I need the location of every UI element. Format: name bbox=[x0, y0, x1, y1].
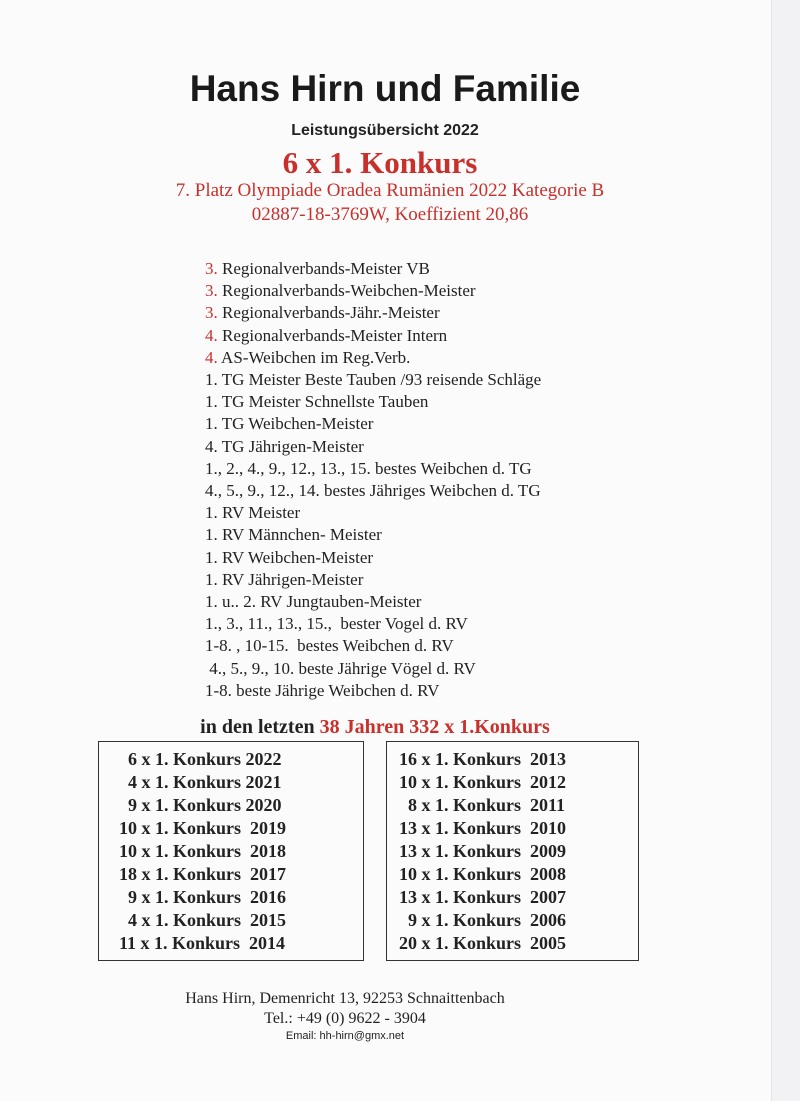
achievement-text: 1. u.. 2. RV Jungtauben-Meister bbox=[205, 592, 422, 612]
year-konkurs-entry: 10 x 1. Konkurs 2018 bbox=[119, 841, 287, 861]
achievement-text: 4., 5., 9., 12., 14. bestes Jähriges Weibchen d. TG bbox=[205, 481, 541, 501]
olympiade-line: 7. Platz Olympiade Oradea Rumänien 2022 Kategorie B bbox=[175, 180, 605, 201]
achievement-item bbox=[205, 524, 541, 546]
achievement-text: Regionalverbands-Jähr.-Meister bbox=[217, 303, 440, 323]
achievement-item bbox=[205, 480, 541, 502]
year-konkurs-entry: 6 x 1. Konkurs 2022 bbox=[119, 749, 282, 769]
footer-tel: Tel.: +49 (0) 9622 - 3904 bbox=[264, 1010, 426, 1027]
year-konkurs-entry: 18 x 1. Konkurs 2017 bbox=[119, 864, 287, 884]
year-konkurs-entry: 10 x 1. Konkurs 2019 bbox=[119, 818, 287, 838]
achievement-item bbox=[205, 436, 541, 458]
ring-line: 02887-18-3769W, Koeffizient 20,86 bbox=[251, 204, 529, 225]
achievement-item bbox=[205, 635, 541, 657]
achievement-text: AS-Weibchen im Reg.Verb. bbox=[217, 347, 411, 367]
page-subtitle: Leistungsübersicht 2022 bbox=[291, 122, 479, 139]
achievement-item bbox=[205, 458, 541, 480]
achievement-item bbox=[205, 613, 541, 635]
year-konkurs-entry: 13 x 1. Konkurs 2009 bbox=[399, 841, 567, 861]
page-title: Hans Hirn und Familie bbox=[189, 68, 581, 109]
achievement-text: Regionalverbands-Meister Intern bbox=[217, 325, 448, 345]
achievement-rank: 4. bbox=[205, 347, 218, 367]
achievement-item bbox=[205, 413, 541, 435]
achievement-text: 4., 5., 9., 10. beste Jährige Vögel d. RV bbox=[205, 658, 476, 678]
achievement-text: 1., 3., 11., 13., 15., bester Vogel d. RV bbox=[205, 614, 468, 634]
summary-line bbox=[0, 716, 750, 739]
headline: 6 x 1. Konkurs bbox=[282, 145, 478, 180]
achievement-item bbox=[205, 591, 541, 613]
achievement-item bbox=[205, 502, 541, 524]
achievement-item bbox=[205, 347, 541, 369]
achievement-text: Regionalverbands-Weibchen-Meister bbox=[217, 281, 476, 301]
achievement-item bbox=[205, 569, 541, 591]
achievement-item bbox=[205, 547, 541, 569]
achievement-text: 1-8. beste Jährige Weibchen d. RV bbox=[205, 680, 440, 700]
year-konkurs-entry: 13 x 1. Konkurs 2010 bbox=[399, 818, 567, 838]
year-konkurs-entry: 9 x 1. Konkurs 2020 bbox=[119, 795, 282, 815]
year-konkurs-entry: 13 x 1. Konkurs 2007 bbox=[399, 887, 567, 907]
achievement-text: 1. RV Männchen- Meister bbox=[205, 525, 382, 545]
achievement-text: 1. RV Meister bbox=[205, 503, 301, 523]
year-konkurs-entry: 8 x 1. Konkurs 2011 bbox=[399, 795, 566, 815]
year-konkurs-entry: 10 x 1. Konkurs 2012 bbox=[399, 772, 567, 792]
years-box-right bbox=[386, 741, 639, 961]
page-edge bbox=[771, 0, 800, 1101]
achievement-list bbox=[205, 258, 541, 702]
achievement-item bbox=[205, 280, 541, 302]
achievement-item bbox=[205, 258, 541, 280]
achievement-text: 1. RV Weibchen-Meister bbox=[205, 547, 374, 567]
achievement-item bbox=[205, 658, 541, 680]
year-konkurs-entry: 4 x 1. Konkurs 2015 bbox=[119, 910, 287, 930]
year-konkurs-entry: 20 x 1. Konkurs 2005 bbox=[399, 933, 567, 953]
achievement-item bbox=[205, 680, 541, 702]
year-konkurs-entry: 16 x 1. Konkurs 2013 bbox=[399, 749, 567, 769]
footer-address: Hans Hirn, Demenricht 13, 92253 Schnaittenbach bbox=[185, 990, 505, 1007]
achievement-item bbox=[205, 369, 541, 391]
achievement-rank: 3. bbox=[205, 281, 218, 301]
year-konkurs-entry: 9 x 1. Konkurs 2016 bbox=[119, 887, 287, 907]
year-konkurs-entry: 10 x 1. Konkurs 2008 bbox=[399, 864, 567, 884]
achievement-text: Regionalverbands-Meister VB bbox=[217, 259, 430, 278]
achievement-rank: 3. bbox=[205, 259, 218, 278]
summary-highlight: 38 Jahren 332 x 1.Konkurs bbox=[319, 716, 550, 738]
achievement-text: 1. TG Meister Schnellste Tauben bbox=[205, 392, 429, 412]
years-box-left bbox=[98, 741, 364, 961]
achievement-text: 1-8. , 10-15. bestes Weibchen d. RV bbox=[205, 636, 454, 656]
achievement-item bbox=[205, 325, 541, 347]
achievement-rank: 3. bbox=[205, 303, 218, 323]
year-konkurs-entry: 11 x 1. Konkurs 2014 bbox=[119, 933, 286, 953]
achievement-rank: 4. bbox=[205, 325, 218, 345]
achievement-item bbox=[205, 391, 541, 413]
summary-prefix: in den letzten bbox=[200, 716, 320, 738]
achievement-text: 1. TG Meister Beste Tauben /93 reisende Schläge bbox=[205, 370, 542, 390]
achievement-text: 4. TG Jährigen-Meister bbox=[205, 436, 364, 456]
achievement-item bbox=[205, 302, 541, 324]
year-konkurs-entry: 4 x 1. Konkurs 2021 bbox=[119, 772, 282, 792]
achievement-text: 1., 2., 4., 9., 12., 13., 15. bestes Weibchen d. TG bbox=[205, 458, 532, 478]
year-konkurs-entry: 9 x 1. Konkurs 2006 bbox=[399, 910, 567, 930]
footer-email: Email: hh-hirn@gmx.net bbox=[285, 1030, 405, 1042]
achievement-text: 1. RV Jährigen-Meister bbox=[205, 569, 364, 589]
achievement-text: 1. TG Weibchen-Meister bbox=[205, 414, 374, 434]
